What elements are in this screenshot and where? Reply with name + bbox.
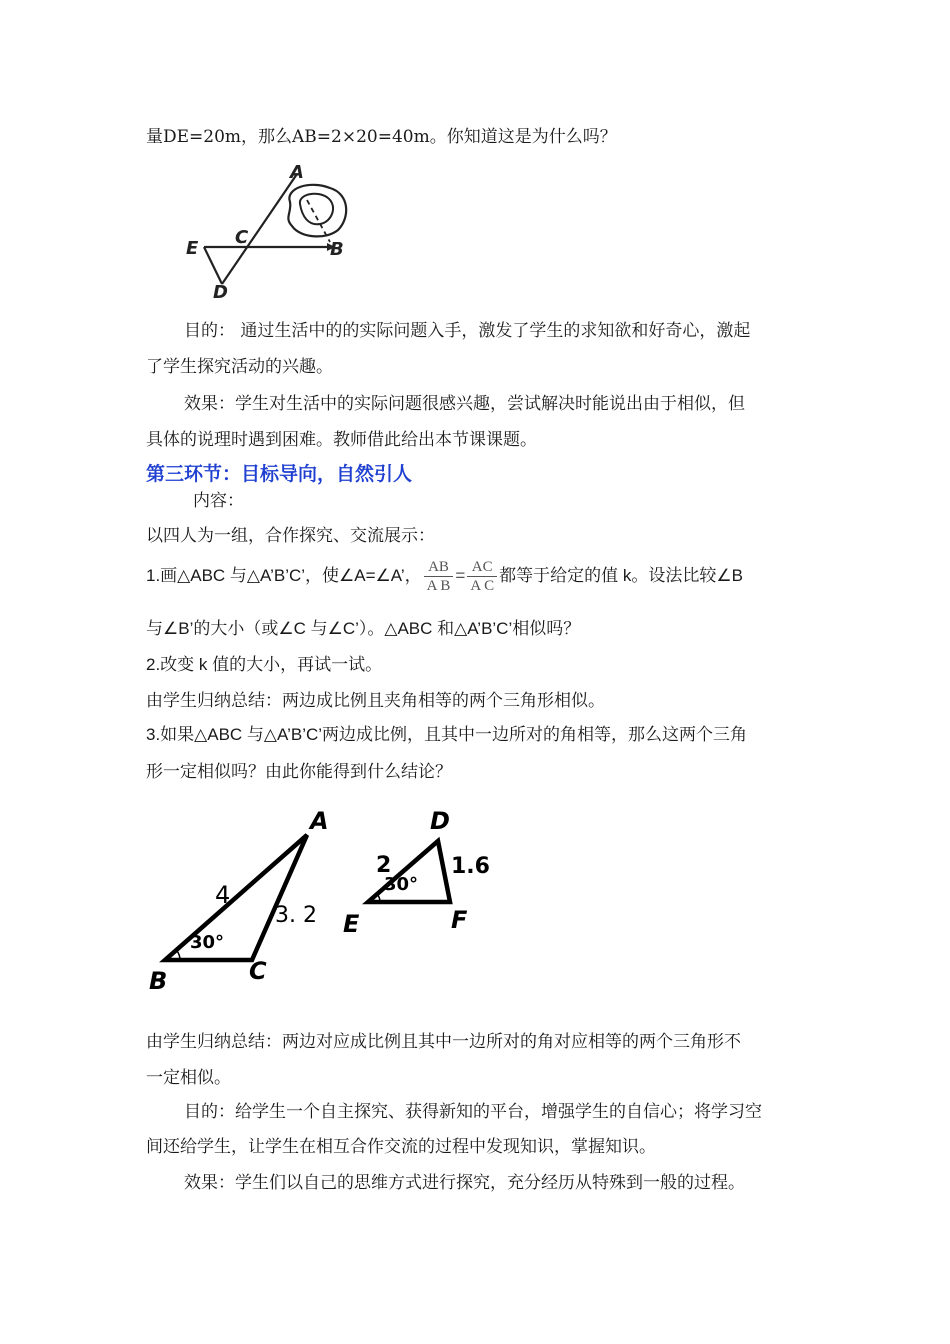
fig1-label-e: E (186, 238, 199, 259)
tri1-label-b: B (149, 967, 168, 995)
tri1-angle-b: 30° (190, 932, 225, 953)
tri1-side-ac: 3. 2 (275, 903, 317, 928)
fraction-ab-denominator: A B (426, 578, 451, 595)
item1-line2: 与∠B’的大小（或∠C 与∠C’）。△ABC 和△A’B’C’相似吗？ (146, 619, 581, 638)
tri2-label-f: F (451, 906, 468, 934)
tri2-side-df: 1.6 (451, 854, 490, 879)
section3-heading: 第三环节：目标导向，自然引人 (146, 463, 413, 485)
purpose2-line2: 间还给学生，让学生在相互合作交流的过程中发现知识，掌握知识。 (146, 1137, 656, 1157)
tri1-side-ab: 4 (215, 881, 231, 909)
fraction-ac (467, 558, 497, 595)
intro-line: 量DE=20m，那么AB=2×20=40m。你知道这是为什么吗？ (146, 127, 617, 147)
tri2-side-de: 2 (376, 853, 392, 878)
purpose2-line1: 目的：给学生一个自主探究、获得新知的平台，增强学生的自信心；将学习空 (184, 1102, 762, 1122)
item2-line: 2.改变 k 值的大小，再试一试。 (146, 655, 383, 674)
pond-outline (288, 185, 346, 237)
content-label: 内容： (193, 491, 244, 511)
summary2-line2: 一定相似。 (146, 1068, 231, 1088)
fraction-ac-numerator: AC (467, 558, 497, 577)
fig1-label-c: C (235, 227, 249, 248)
group-line: 以四人为一组，合作探究、交流展示： (146, 526, 435, 546)
triangle-abc (165, 835, 307, 960)
tri1-label-c: C (249, 957, 267, 985)
purpose1-line1: 目的： 通过生活中的的实际问题入手，激发了学生的求知欲和好奇心，激起 (184, 321, 751, 341)
item1-text-b: 都等于给定的值 k。设法比较∠B (499, 566, 743, 585)
item3-line1: 3.如果△ABC 与△A’B’C’两边成比例，且其中一边所对的角相等，那么这两个三角 (146, 725, 748, 744)
fig1-label-a: A (290, 162, 304, 183)
figure-triangles (140, 800, 510, 1000)
fraction-ab-numerator: AB (424, 558, 454, 577)
item3-line2: 形一定相似吗？由此你能得到什么结论？ (146, 762, 452, 782)
summary1-line: 由学生归纳总结：两边成比例且夹角相等的两个三角形相似。 (146, 691, 605, 711)
line-ed (204, 247, 222, 284)
effect1-line2: 具体的说理时遇到困难。教师借此给出本节课课题。 (146, 430, 537, 450)
tri2-angle-e: 30° (384, 874, 419, 895)
fraction-ab (424, 558, 454, 595)
pond-inner (300, 194, 333, 225)
equals-sign: = (455, 566, 466, 585)
item1-text-a: 1.画△ABC 与△A’B’C’，使∠A=∠A’， (146, 566, 422, 585)
item1-line1 (146, 556, 743, 596)
summary2-line1: 由学生归纳总结：两边对应成比例且其中一边所对的角对应相等的两个三角形不 (146, 1032, 741, 1052)
tri1-label-a: A (310, 807, 329, 835)
line-ad (222, 174, 297, 284)
fig1-label-d: D (213, 282, 228, 303)
tri2-label-e: E (343, 910, 360, 938)
tri2-label-d: D (430, 807, 450, 835)
effect2-line1: 效果：学生们以自己的思维方式进行探究，充分经历从特殊到一般的过程。 (184, 1173, 745, 1193)
fraction-ac-denominator: A C (470, 578, 495, 595)
purpose1-line2: 了学生探究活动的兴趣。 (146, 357, 333, 377)
effect1-line1: 效果：学生对生活中的实际问题很感兴趣，尝试解决时能说出由于相似，但 (184, 394, 745, 414)
figure-distance-diagram (180, 160, 360, 305)
fig1-label-b: B (330, 239, 344, 260)
